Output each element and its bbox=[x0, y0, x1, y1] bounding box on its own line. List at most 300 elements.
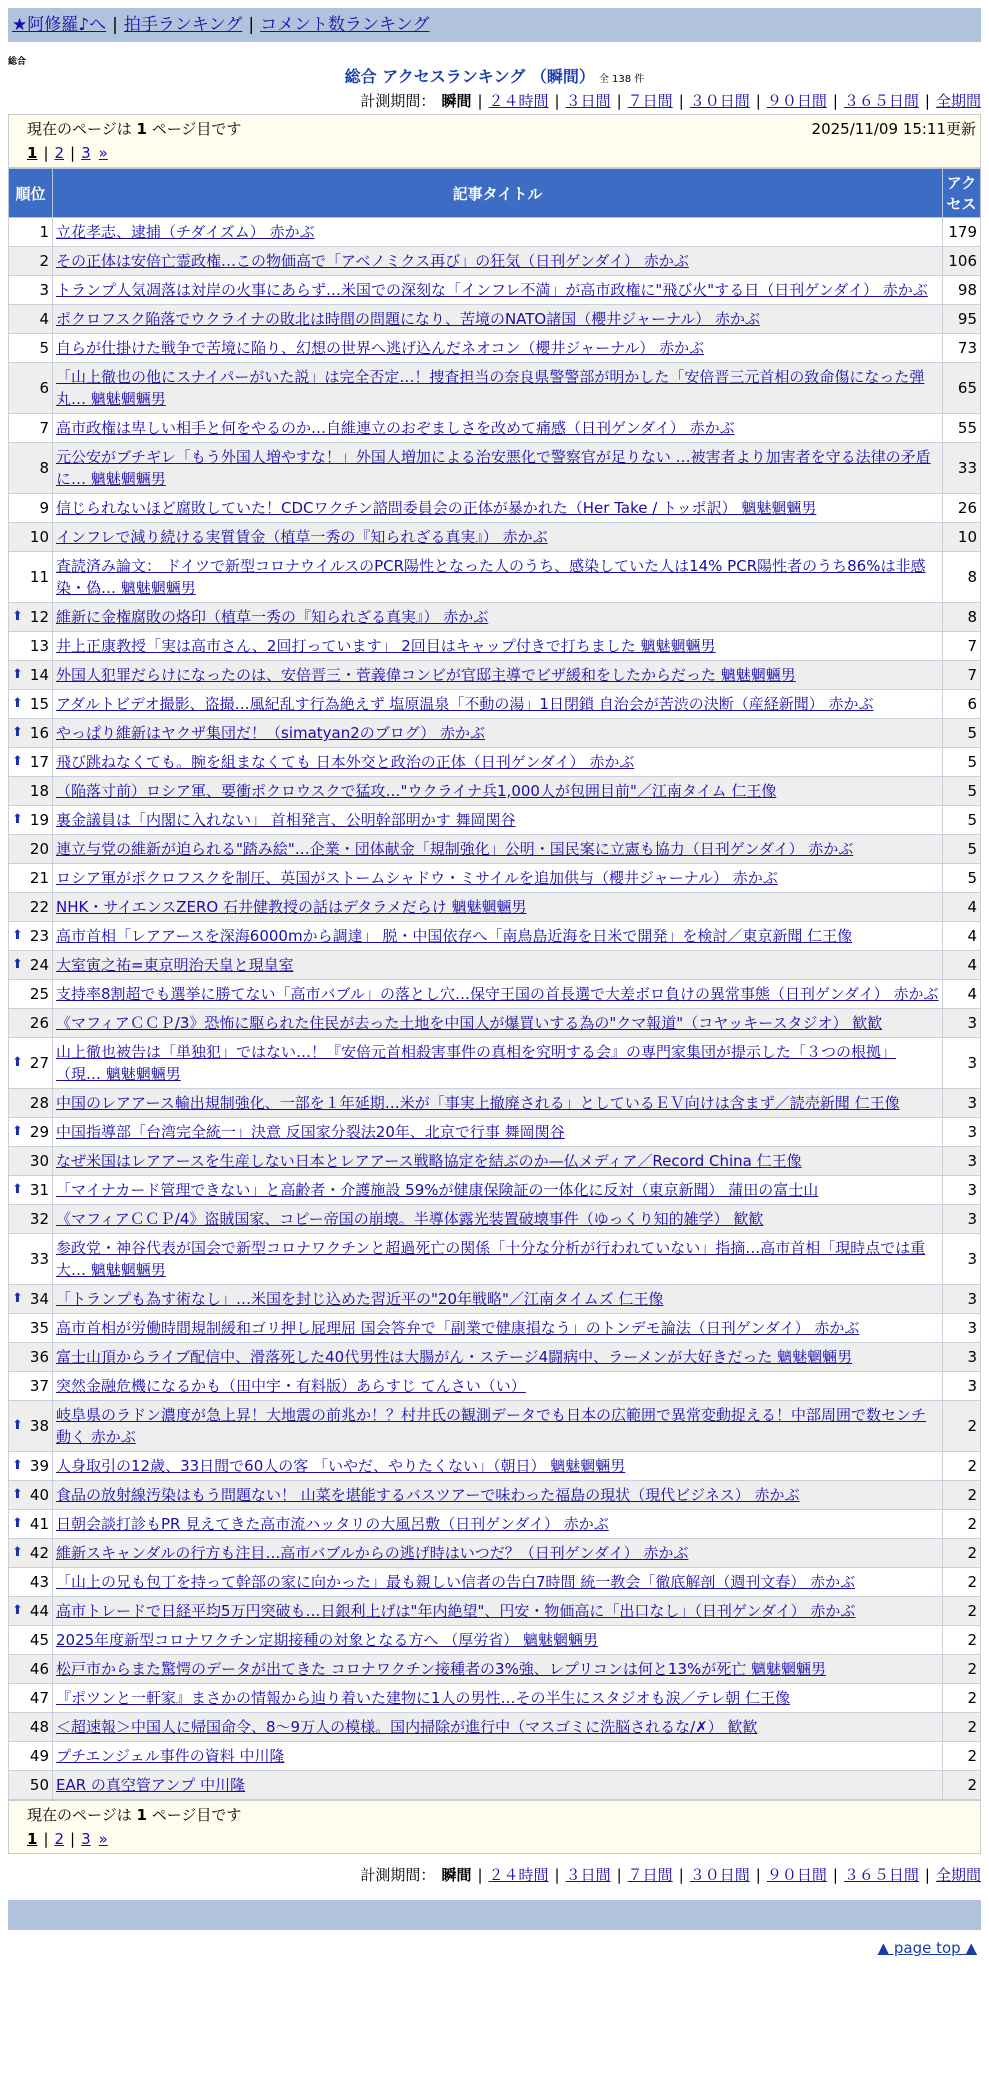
rank-up-arrow-icon: ⬆ bbox=[12, 667, 23, 682]
period-link[interactable]: ７日間 bbox=[627, 1866, 673, 1884]
article-link[interactable]: 高市トレードで日経平均5万円突破も…日銀利上げは"年内絶望"、円安・物価高に「出口なし」（日刊ゲンダイ） 赤かぶ bbox=[56, 1602, 856, 1620]
ranking-title bbox=[8, 66, 981, 88]
article-link[interactable]: 2025年度新型コロナワクチン定期接種の対象となる方へ （厚労省） 魑魅魍魎男 bbox=[56, 1631, 598, 1649]
rank-number: 20 bbox=[29, 840, 49, 858]
title-cell bbox=[53, 1314, 943, 1343]
table-row bbox=[9, 494, 981, 523]
pagination-current: 1 bbox=[27, 1830, 38, 1848]
article-link[interactable]: インフレで減り続ける実質賃金（植草一秀の『知られざる真実』） 赤かぶ bbox=[56, 528, 548, 546]
title-cell bbox=[53, 1626, 943, 1655]
rank-number: 3 bbox=[39, 281, 49, 299]
access-count: 55 bbox=[943, 414, 981, 443]
article-link[interactable]: 松戸市からまた驚愕のデータが出てきた コロナワクチン接種者の3%強、レプリコンは何と13%が死亡 魑魅魍魎男 bbox=[56, 1660, 827, 1678]
rank-cell bbox=[9, 276, 53, 305]
table-row bbox=[9, 247, 981, 276]
rank-cell bbox=[9, 835, 53, 864]
table-row bbox=[9, 1597, 981, 1626]
rank-up-arrow-icon: ⬆ bbox=[12, 1124, 23, 1139]
access-count: 3 bbox=[943, 1372, 981, 1401]
period-link[interactable]: ３日間 bbox=[565, 1866, 611, 1884]
article-link[interactable]: 「トランプも為す術なし」…米国を封じ込めた習近平の"20年戦略"／江南タイムズ 仁王像 bbox=[56, 1290, 664, 1308]
table-header-row bbox=[9, 169, 981, 218]
title-cell bbox=[53, 1118, 943, 1147]
current-page-text bbox=[27, 117, 241, 141]
rank-cell bbox=[9, 1626, 53, 1655]
rank-up-arrow-icon: ⬆ bbox=[12, 1418, 23, 1433]
article-link[interactable]: 《マフィアＣＣＰ/4》盗賊国家、コピー帝国の崩壊。半導体露光装置破壊事件（ゆっくり知的雑学） 歓歓 bbox=[56, 1210, 764, 1228]
title-cell bbox=[53, 1343, 943, 1372]
rank-number: 41 bbox=[29, 1515, 49, 1533]
title-cell bbox=[53, 1205, 943, 1234]
period-separator: | bbox=[832, 1866, 838, 1884]
period-separator: | bbox=[755, 92, 761, 110]
access-count: 3 bbox=[943, 1118, 981, 1147]
page-text-post: ページ目です bbox=[146, 1806, 242, 1824]
article-link[interactable]: やっぱり維新はヤクザ集団だ！（simatyan2のブログ） 赤かぶ bbox=[56, 724, 486, 742]
rank-number: 44 bbox=[29, 1602, 49, 1620]
rank-cell bbox=[9, 1118, 53, 1147]
article-link[interactable]: 中国指導部「台湾完全統一」決意 反国家分裂法20年、北京で行事 舞岡関谷 bbox=[56, 1123, 565, 1141]
period-link[interactable]: ３６５日間 bbox=[843, 1866, 919, 1884]
article-link[interactable]: EAR の真空管アンプ 中川隆 bbox=[56, 1776, 246, 1794]
article-link[interactable]: その正体は安倍亡霊政権…この物価高で「アベノミクス再び」の狂気（日刊ゲンダイ） 赤かぶ bbox=[56, 252, 689, 270]
clap-ranking-link[interactable]: 拍手ランキング bbox=[123, 15, 243, 35]
rank-number: 7 bbox=[39, 419, 49, 437]
period-label: 計測期間： bbox=[360, 92, 436, 110]
access-count: 98 bbox=[943, 276, 981, 305]
rank-number: 27 bbox=[29, 1054, 49, 1072]
rank-number: 2 bbox=[39, 252, 49, 270]
title-cell bbox=[53, 951, 943, 980]
title-cell bbox=[53, 632, 943, 661]
period-link[interactable]: ３０日間 bbox=[689, 1866, 750, 1884]
home-link[interactable]: ★阿修羅♪へ bbox=[12, 15, 107, 35]
access-count: 33 bbox=[943, 443, 981, 494]
period-separator: | bbox=[678, 92, 684, 110]
rank-number: 45 bbox=[29, 1631, 49, 1649]
article-link[interactable]: 信じられないほど腐敗していた！CDCワクチン諮問委員会の正体が暴かれた（Her Take / トッポ訳） 魑魅魍魎男 bbox=[56, 499, 817, 517]
period-separator: | bbox=[616, 1866, 622, 1884]
rank-cell bbox=[9, 603, 53, 632]
table-row bbox=[9, 1118, 981, 1147]
article-link[interactable]: 高市首相「レアアースを深海6000mから調達」 脱・中国依存へ「南鳥島近海を日米で開発」を検討／東京新聞 仁王像 bbox=[56, 927, 853, 945]
rank-cell bbox=[9, 1343, 53, 1372]
article-link[interactable]: 井上正康教授「実は高市さん、2回打っています」 2回目はキャップ付きで打ちました 魑魅魍魎男 bbox=[56, 637, 716, 655]
period-link[interactable]: 全期間 bbox=[935, 92, 981, 110]
rank-cell bbox=[9, 1568, 53, 1597]
access-count: 2 bbox=[943, 1626, 981, 1655]
table-row bbox=[9, 1713, 981, 1742]
article-link[interactable]: 「山上の兄も包丁を持って幹部の家に向かった」最も親しい信者の告白7時間 統一教会「徹底解剖（週刊文春） 赤かぶ bbox=[56, 1573, 856, 1591]
rank-number: 18 bbox=[29, 782, 49, 800]
access-count: 8 bbox=[943, 552, 981, 603]
article-link[interactable]: ロシア軍がポクロフスクを制圧、英国がストームシャドウ・ミサイルを追加供与（櫻井ジャーナル） 赤かぶ bbox=[56, 869, 778, 887]
rank-number: 37 bbox=[29, 1377, 49, 1395]
rank-cell bbox=[9, 1539, 53, 1568]
article-link[interactable]: 外国人犯罪だらけになったのは、安倍晋三・菅義偉コンビが官邸主導でビザ緩和をしたからだった 魑魅魍魎男 bbox=[56, 666, 796, 684]
rank-cell bbox=[9, 922, 53, 951]
title-cell bbox=[53, 1372, 943, 1401]
period-separator: | bbox=[924, 92, 930, 110]
access-count: 2 bbox=[943, 1452, 981, 1481]
table-row bbox=[9, 951, 981, 980]
article-link[interactable]: 自らが仕掛けた戦争で苦境に陥り、幻想の世界へ逃げ込んだネオコン（櫻井ジャーナル） 赤かぶ bbox=[56, 339, 705, 357]
nav-separator: | bbox=[112, 15, 118, 35]
access-count: 4 bbox=[943, 893, 981, 922]
article-link[interactable]: 元公安がブチギレ「もう外国人増やすな！」外国人増加による治安悪化で警察官が足りない …被害者より加害者を守る法律の矛盾に… 魑魅魍魎男 bbox=[56, 448, 931, 488]
access-count: 3 bbox=[943, 1205, 981, 1234]
rank-up-arrow-icon: ⬆ bbox=[12, 609, 23, 624]
table-row bbox=[9, 1510, 981, 1539]
access-header: アクセス bbox=[943, 169, 981, 218]
table-row bbox=[9, 893, 981, 922]
article-link[interactable]: 中国のレアアース輸出規制強化、一部を１年延期…米が「事実上撤廃される」としているＥＶ向けは含まず／読売新聞 仁王像 bbox=[56, 1094, 900, 1112]
article-link[interactable]: 査読済み論文： ドイツで新型コロナウイルスのPCR陽性となった人のうち、感染していた人は14% PCR陽性者のうち86%は非感染・偽… 魑魅魍魎男 bbox=[56, 557, 926, 597]
rank-up-arrow-icon: ⬆ bbox=[12, 754, 23, 769]
article-link[interactable]: 山上徹也被告は「単独犯」ではない…！『安倍元首相殺害事件の真相を究明する会』の専門家集団が提示した「３つの根拠」 （現… 魑魅魍魎男 bbox=[56, 1043, 897, 1083]
rank-cell bbox=[9, 414, 53, 443]
article-link[interactable]: 飛び跳ねなくても。腕を組まなくても 日本外交と政治の正体（日刊ゲンダイ） 赤かぶ bbox=[56, 753, 635, 771]
table-row bbox=[9, 632, 981, 661]
table-row bbox=[9, 864, 981, 893]
rank-up-arrow-icon: ⬆ bbox=[12, 696, 23, 711]
rank-cell bbox=[9, 980, 53, 1009]
table-row bbox=[9, 1089, 981, 1118]
rank-number: 17 bbox=[29, 753, 49, 771]
title-cell bbox=[53, 363, 943, 414]
title-cell bbox=[53, 893, 943, 922]
table-row bbox=[9, 1481, 981, 1510]
title-cell bbox=[53, 494, 943, 523]
rank-cell bbox=[9, 1176, 53, 1205]
rank-cell bbox=[9, 893, 53, 922]
title-cell bbox=[53, 835, 943, 864]
period-separator: | bbox=[616, 92, 622, 110]
rank-up-arrow-icon: ⬆ bbox=[12, 725, 23, 740]
rank-up-arrow-icon: ⬆ bbox=[12, 1458, 23, 1473]
rank-cell bbox=[9, 1401, 53, 1452]
article-link[interactable]: 人身取引の12歳、33日間で60人の客 「いやだ、やりたくない」（朝日） 魑魅魍魎男 bbox=[56, 1457, 626, 1475]
rank-number: 12 bbox=[29, 608, 49, 626]
title-cell bbox=[53, 1742, 943, 1771]
access-count: 4 bbox=[943, 922, 981, 951]
rank-up-arrow-icon: ⬆ bbox=[12, 812, 23, 827]
access-count: 2 bbox=[943, 1684, 981, 1713]
article-link[interactable]: ポクロフスク陥落でウクライナの敗北は時間の問題になり、苦境のNATO諸国（櫻井ジャーナル） 赤かぶ bbox=[56, 310, 760, 328]
rank-number: 50 bbox=[29, 1776, 49, 1794]
access-count: 4 bbox=[943, 951, 981, 980]
access-count: 2 bbox=[943, 1713, 981, 1742]
total-count: 全 138 件 bbox=[598, 74, 645, 85]
article-link[interactable]: 支持率8割超でも選挙に勝てない「高市バブル」の落とし穴…保守王国の首長選で大差ボロ負けの異常事態（日刊ゲンダイ） 赤かぶ bbox=[56, 985, 939, 1003]
page-text-pre: 現在のページは bbox=[27, 1806, 137, 1824]
rank-cell bbox=[9, 806, 53, 835]
access-count: 5 bbox=[943, 748, 981, 777]
period-link[interactable]: ２４時間 bbox=[488, 92, 549, 110]
period-separator: | bbox=[832, 92, 838, 110]
page-text-post: ページ目です bbox=[146, 120, 242, 138]
pagination bbox=[27, 1827, 976, 1851]
article-link[interactable]: 維新スキャンダルの行方も注目…高市バブルからの逃げ時はいつだ？（日刊ゲンダイ） 赤かぶ bbox=[56, 1544, 689, 1562]
access-count: 2 bbox=[943, 1771, 981, 1800]
period-separator: | bbox=[477, 1866, 483, 1884]
title-cell bbox=[53, 552, 943, 603]
rank-number: 46 bbox=[29, 1660, 49, 1678]
period-separator: | bbox=[554, 1866, 560, 1884]
access-count: 5 bbox=[943, 719, 981, 748]
rank-header: 順位 bbox=[9, 169, 53, 218]
access-count: 3 bbox=[943, 1343, 981, 1372]
page-text-pre: 現在のページは bbox=[27, 120, 137, 138]
title-cell bbox=[53, 1401, 943, 1452]
period-selector-bottom bbox=[8, 1862, 981, 1888]
article-link[interactable]: （陥落寸前）ロシア軍、要衝ポクロウスクで猛攻…"ウクライナ兵1,000人が包囲目前"／江南タイム 仁王像 bbox=[56, 782, 777, 800]
access-count: 106 bbox=[943, 247, 981, 276]
title-cell bbox=[53, 1568, 943, 1597]
table-row bbox=[9, 1285, 981, 1314]
table-row bbox=[9, 552, 981, 603]
period-link[interactable]: ２４時間 bbox=[488, 1866, 549, 1884]
rank-number: 8 bbox=[39, 459, 49, 477]
rank-up-arrow-icon: ⬆ bbox=[12, 1291, 23, 1306]
article-link[interactable]: なぜ米国はレアアースを生産しない日本とレアアース戦略協定を結ぶのか—仏メディア／Record China 仁王像 bbox=[56, 1152, 802, 1170]
rank-number: 38 bbox=[29, 1417, 49, 1435]
rank-up-arrow-icon: ⬆ bbox=[12, 1182, 23, 1197]
article-link[interactable]: 「山上徹也の他にスナイパーがいた説」は完全否定…！捜査担当の奈良県警警部が明かした「安倍晋三元首相の致命傷になった弾丸… 魑魅魍魎男 bbox=[56, 368, 925, 408]
table-row bbox=[9, 1343, 981, 1372]
rank-number: 31 bbox=[29, 1181, 49, 1199]
pagination-separator: | bbox=[70, 144, 76, 162]
article-link[interactable]: 突然金融危機になるかも（田中宇・有料版）あらすじ てんさい（い） bbox=[56, 1377, 526, 1395]
table-row bbox=[9, 1626, 981, 1655]
ranking-title-text: 総合 アクセスランキング （瞬間） bbox=[344, 67, 595, 86]
article-link[interactable]: NHK・サイエンスZERO 石井健教授の話はデタラメだらけ 魑魅魍魎男 bbox=[56, 898, 527, 916]
table-row bbox=[9, 719, 981, 748]
rank-cell bbox=[9, 443, 53, 494]
title-cell bbox=[53, 1655, 943, 1684]
rank-cell bbox=[9, 1713, 53, 1742]
rank-number: 16 bbox=[29, 724, 49, 742]
title-cell bbox=[53, 719, 943, 748]
access-count: 65 bbox=[943, 363, 981, 414]
access-count: 2 bbox=[943, 1742, 981, 1771]
table-row bbox=[9, 603, 981, 632]
title-cell bbox=[53, 1597, 943, 1626]
period-label: 計測期間： bbox=[360, 1866, 436, 1884]
comment-ranking-link[interactable]: コメント数ランキング bbox=[260, 15, 430, 35]
title-cell bbox=[53, 1038, 943, 1089]
section-tag: 総合 bbox=[8, 57, 27, 67]
rank-number: 36 bbox=[29, 1348, 49, 1366]
table-row bbox=[9, 1771, 981, 1800]
rank-cell bbox=[9, 1234, 53, 1285]
rank-cell bbox=[9, 1684, 53, 1713]
rank-cell bbox=[9, 523, 53, 552]
access-count: 2 bbox=[943, 1655, 981, 1684]
rank-cell bbox=[9, 690, 53, 719]
table-row bbox=[9, 1038, 981, 1089]
title-cell bbox=[53, 218, 943, 247]
title-cell bbox=[53, 523, 943, 552]
table-row bbox=[9, 1539, 981, 1568]
access-count: 3 bbox=[943, 1176, 981, 1205]
table-row bbox=[9, 690, 981, 719]
access-count: 2 bbox=[943, 1510, 981, 1539]
title-cell bbox=[53, 1539, 943, 1568]
rank-cell bbox=[9, 1205, 53, 1234]
pagination-link[interactable]: 3 bbox=[81, 1830, 91, 1848]
rank-number: 10 bbox=[29, 528, 49, 546]
access-count: 2 bbox=[943, 1539, 981, 1568]
table-row bbox=[9, 1176, 981, 1205]
page-top-link[interactable]: ▲ page top ▲ bbox=[877, 1939, 977, 1957]
bottom-bar bbox=[8, 1900, 981, 1930]
article-link[interactable]: トランプ人気凋落は対岸の火事にあらず…米国での深刻な「インフレ不満」が高市政権に"飛び火"する日（日刊ゲンダイ） 赤かぶ bbox=[56, 281, 928, 299]
page-info-box bbox=[8, 114, 981, 168]
article-link[interactable]: 食品の放射線汚染はもう問題ない！ 山菜を堪能するバスツアーで味わった福島の現状（現代ビジネス） 赤かぶ bbox=[56, 1486, 800, 1504]
article-link[interactable]: ＜超速報＞中国人に帰国命令、8～9万人の模様。国内掃除が進行中（マスゴミに洗脳されるな/✗） 歓歓 bbox=[56, 1718, 758, 1736]
access-count: 3 bbox=[943, 1285, 981, 1314]
title-cell bbox=[53, 276, 943, 305]
title-cell bbox=[53, 980, 943, 1009]
page-info-box-bottom bbox=[8, 1800, 981, 1854]
table-row bbox=[9, 218, 981, 247]
article-link[interactable]: プチエンジェル事件の資料 中川隆 bbox=[56, 1747, 285, 1765]
table-row bbox=[9, 661, 981, 690]
title-cell bbox=[53, 334, 943, 363]
pagination-link[interactable]: 3 bbox=[81, 144, 91, 162]
access-count: 3 bbox=[943, 1314, 981, 1343]
table-row bbox=[9, 835, 981, 864]
article-link[interactable]: 裏金議員は「内閣に入れない」 首相発言、公明幹部明かす 舞岡関谷 bbox=[56, 811, 516, 829]
article-link[interactable]: 岐阜県のラドン濃度が急上昇！大地震の前兆か！？村井氏の観測データでも日本の広範囲で異常変動捉える！中部周囲で数センチ動く 赤かぶ bbox=[56, 1406, 927, 1446]
rank-up-arrow-icon: ⬆ bbox=[12, 1487, 23, 1502]
period-link[interactable]: ７日間 bbox=[627, 92, 673, 110]
article-link[interactable]: 日朝会談打診もPR 見えてきた高市流ハッタリの大風呂敷（日刊ゲンダイ） 赤かぶ bbox=[56, 1515, 609, 1533]
rank-number: 15 bbox=[29, 695, 49, 713]
current-page-text bbox=[27, 1803, 241, 1827]
table-row bbox=[9, 1234, 981, 1285]
title-cell bbox=[53, 247, 943, 276]
table-row bbox=[9, 414, 981, 443]
title-cell bbox=[53, 864, 943, 893]
article-link[interactable]: 『ポツンと一軒家』まさかの情報から辿り着いた建物に1人の男性…その半生にスタジオも涙／テレ朝 仁王像 bbox=[56, 1689, 791, 1707]
table-row bbox=[9, 1401, 981, 1452]
access-count: 6 bbox=[943, 690, 981, 719]
rank-number: 21 bbox=[29, 869, 49, 887]
rank-cell bbox=[9, 951, 53, 980]
access-count: 10 bbox=[943, 523, 981, 552]
access-count: 5 bbox=[943, 864, 981, 893]
access-count: 2 bbox=[943, 1568, 981, 1597]
title-cell bbox=[53, 1234, 943, 1285]
rank-number: 14 bbox=[29, 666, 49, 684]
access-count: 2 bbox=[943, 1597, 981, 1626]
pagination-separator: | bbox=[43, 1830, 49, 1848]
rank-cell bbox=[9, 1742, 53, 1771]
title-header: 記事タイトル bbox=[53, 169, 943, 218]
access-count: 2 bbox=[943, 1401, 981, 1452]
title-cell bbox=[53, 603, 943, 632]
title-cell bbox=[53, 922, 943, 951]
rank-cell bbox=[9, 1147, 53, 1176]
table-row bbox=[9, 777, 981, 806]
title-cell bbox=[53, 443, 943, 494]
access-count: 7 bbox=[943, 632, 981, 661]
rank-number: 13 bbox=[29, 637, 49, 655]
article-link[interactable]: 「マイナカード管理できない」と高齢者・介護施設 59%が健康保険証の一体化に反対（東京新聞） 蒲田の富士山 bbox=[56, 1181, 819, 1199]
pagination-next[interactable]: » bbox=[98, 1830, 108, 1848]
period-current: 瞬間 bbox=[441, 1866, 472, 1884]
pagination-link[interactable]: 2 bbox=[54, 1830, 65, 1848]
period-link[interactable]: ３６５日間 bbox=[843, 92, 919, 110]
article-link[interactable]: 高市政権は卑しい相手と何をやるのか…自維連立のおぞましさを改めて痛感（日刊ゲンダイ） 赤かぶ bbox=[56, 419, 735, 437]
article-link[interactable]: 維新に金権腐敗の烙印（植草一秀の『知られざる真実』） 赤かぶ bbox=[56, 608, 489, 626]
pagination-next[interactable]: » bbox=[98, 144, 108, 162]
pagination bbox=[27, 141, 976, 165]
page-number: 1 bbox=[136, 120, 147, 138]
rank-cell bbox=[9, 1597, 53, 1626]
title-cell bbox=[53, 305, 943, 334]
rank-cell bbox=[9, 334, 53, 363]
rank-number: 47 bbox=[29, 1689, 49, 1707]
table-row bbox=[9, 980, 981, 1009]
article-link[interactable]: 大室寅之祐=東京明治天皇と現皇室 bbox=[56, 956, 294, 974]
table-row bbox=[9, 1314, 981, 1343]
table-row bbox=[9, 1684, 981, 1713]
rank-cell bbox=[9, 1285, 53, 1314]
period-link[interactable]: ３日間 bbox=[565, 92, 611, 110]
access-count: 2 bbox=[943, 1481, 981, 1510]
article-link[interactable]: 連立与党の維新が迫られる"踏み絵"…企業・団体献金「規制強化」公明・国民案に立憲も協力（日刊ゲンダイ） 赤かぶ bbox=[56, 840, 854, 858]
period-link[interactable]: ３０日間 bbox=[689, 92, 750, 110]
article-link[interactable]: アダルトビデオ撮影、盗撮…風紀乱す行為絶えず 塩原温泉「不動の湯」1日閉鎖 自治会が苦渋の決断（産経新聞） 赤かぶ bbox=[56, 695, 874, 713]
rank-cell bbox=[9, 1510, 53, 1539]
rank-number: 25 bbox=[29, 985, 49, 1003]
rank-number: 24 bbox=[29, 956, 49, 974]
rank-cell bbox=[9, 247, 53, 276]
table-row bbox=[9, 363, 981, 414]
rank-up-arrow-icon: ⬆ bbox=[12, 1603, 23, 1618]
period-link[interactable]: 全期間 bbox=[935, 1866, 981, 1884]
rank-cell bbox=[9, 661, 53, 690]
rank-cell bbox=[9, 864, 53, 893]
period-link[interactable]: ９０日間 bbox=[766, 1866, 827, 1884]
rank-up-arrow-icon: ⬆ bbox=[12, 1055, 23, 1070]
rank-number: 19 bbox=[29, 811, 49, 829]
title-cell bbox=[53, 690, 943, 719]
rank-number: 6 bbox=[39, 379, 49, 397]
rank-cell bbox=[9, 777, 53, 806]
title-cell bbox=[53, 1713, 943, 1742]
article-link[interactable]: 参政党・神谷代表が国会で新型コロナワクチンと超過死亡の関係「十分な分析が行われていない」指摘…高市首相「現時点では重大… 魑魅魍魎男 bbox=[56, 1239, 926, 1279]
rank-cell bbox=[9, 1038, 53, 1089]
pagination-current: 1 bbox=[27, 144, 38, 162]
table-row bbox=[9, 1147, 981, 1176]
article-link[interactable]: 富士山頂からライブ配信中、滑落死した40代男性は大腸がん・ステージ4闘病中、ラーメンが大好きだった 魑魅魍魎男 bbox=[56, 1348, 853, 1366]
pagination-link[interactable]: 2 bbox=[54, 144, 65, 162]
rank-number: 5 bbox=[39, 339, 49, 357]
period-link[interactable]: ９０日間 bbox=[766, 92, 827, 110]
article-link[interactable]: 高市首相が労働時間規制緩和ゴリ押し屁理屈 国会答弁で「副業で健康損なう」のトンデモ論法（日刊ゲンダイ） 赤かぶ bbox=[56, 1319, 860, 1337]
rank-number: 30 bbox=[29, 1152, 49, 1170]
article-link[interactable]: 立花孝志、逮捕（チダイズム） 赤かぶ bbox=[56, 223, 315, 241]
period-separator: | bbox=[924, 1866, 930, 1884]
rank-up-arrow-icon: ⬆ bbox=[12, 928, 23, 943]
article-link[interactable]: 《マフィアＣＣＰ/3》恐怖に駆られた住民が去った土地を中国人が爆買いする為の"クマ報道"（コヤッキースタジオ） 歓歓 bbox=[56, 1014, 883, 1032]
period-selector bbox=[8, 88, 981, 114]
top-nav-bar bbox=[8, 8, 981, 42]
